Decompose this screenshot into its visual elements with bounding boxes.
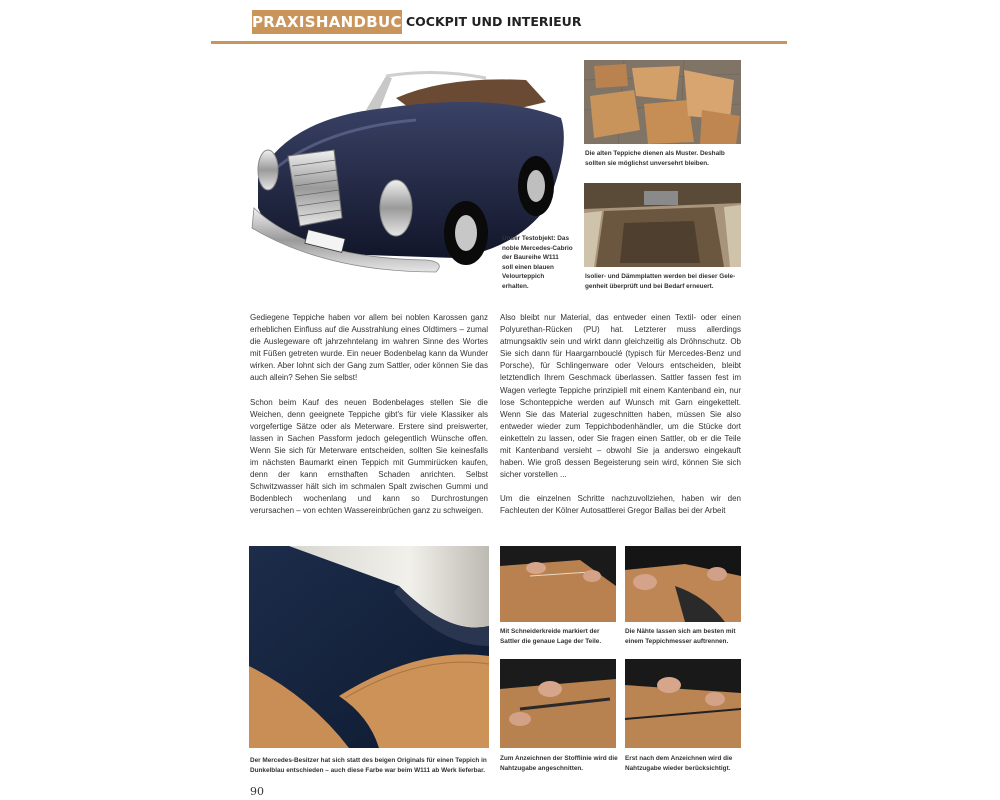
carpet-roll-photo xyxy=(249,546,489,748)
step1-photo xyxy=(500,546,616,622)
car-caption: Unser Testobjekt: Das noble Mercedes-Cabrio der Baureihe W111 soll einen blauen Velourteppich erhalten. xyxy=(502,235,573,290)
step1-caption: Mit Schneiderkreide markiert der Sattler die genaue Lage der Teile. xyxy=(500,628,602,645)
page-number: 90 xyxy=(250,785,264,798)
step3-photo xyxy=(500,659,616,748)
body-paragraph: Um die einzelnen Schritte nachzuvollziehen, haben wir den Fachleuten der Kölner Autosattlerei Gregor Ballas bei der Arbeit xyxy=(500,494,741,516)
text-column-left xyxy=(250,312,488,530)
floor-caption: Isolier- und Dämmplatten werden bei dieser Gele- genheit überprüft und bei Bedarf erneuert. xyxy=(585,273,736,290)
step2-photo xyxy=(625,546,741,622)
step4-photo xyxy=(625,659,741,748)
section-tag: PRAXISHANDBUCH xyxy=(252,10,402,34)
body-paragraph: Also bleibt nur Material, das entweder einen Textil- oder einen Polyurethan-Rücken (PU) hat. Letzterer muss allerdings atmungsaktiv sein und wirkt dann gleichzeitig als Dröhnschutz. Ob Sie sich dann für Haargarnbouclé (typisch für Mercedes-Benz und Porsche), für Schlingenware oder Velours entscheiden, bleibt letztendlich Ihrem Geschmack überlassen. Sattler fassen fest im Wagen verlegte Teppiche prinzipiell mit einem Kantenband ein, nur lose Schonteppiche werden auf Wunsch mit Garn eingekettelt. Wenn Sie das Material zugeschnitten haben, müssen Sie also entweder wieder zum Teppichbodenhändler, um die Stücke dort einketteln zu lassen, oder Sie fragen einen Sattler, ob er die Teile mit Kantenband versieht – obwohl Sie ja anderswo eingekauft haben. Wie groß dessen Begeisterung sein wird, können Sie sich sicher vorstellen ... xyxy=(500,313,741,480)
step2-caption: Die Nähte lassen sich am besten mit einem Teppichmesser auftrennen. xyxy=(625,628,736,645)
chapter-title: COCKPIT UND INTERIEUR xyxy=(406,14,582,29)
body-paragraph: Gediegene Teppiche haben vor allem bei noblen Karossen ganz erheblichen Einfluss auf die Ausstrahlung eines Oldtimers – zumal die Auslegeware oft jahrzehntelang im wahren Sinne des Wortes mit Füßen getreten wurde. Ein neuer Bodenbelag kann da Wunder wirken. Aber lohnt sich der Gang zum Sattler, oder können Sie das auch allein? Sehen Sie selbst! xyxy=(250,313,488,383)
text-column-right xyxy=(500,312,741,530)
carpet-roll-caption: Der Mercedes-Besitzer hat sich statt des beigen Originals für einen Teppich in Dunkelblau entschieden – auch diese Farbe war beim W111 ab Werk lieferbar. xyxy=(250,757,487,774)
floor-photo xyxy=(584,183,741,267)
step4-caption: Erst nach dem Anzeichnen wird die Nahtzugabe wieder berücksichtigt. xyxy=(625,755,733,772)
header-rule xyxy=(211,41,787,44)
body-paragraph: Schon beim Kauf des neuen Bodenbelages stellen Sie die Weichen, denn geeignete Teppiche gibt's für viele Klassiker als vorgefertige Sätze oder als Meterware. Erstere sind preiswerter, lassen in Sachen Passform jedoch gelegentlich Wünsche offen. Wenn Sie sich für Meterware entscheiden, sollten Sie keinesfalls im nächsten Baumarkt einen Teppich mit Gummirücken kaufen, denn der kann ernsthaften Schaden anrichten. Selbst Schwitzwasser hält sich im schmalen Spalt zwischen Gummi und Bodenblech wochenlang und kann so Durchrostungen verursachen – von echten Wassereinbrüchen ganz zu schweigen. xyxy=(250,397,488,516)
step3-caption: Zum Anzeichnen der Stofflinie wird die Nahtzugabe angeschnitten. xyxy=(500,755,618,772)
old-carpets-caption: Die alten Teppiche dienen als Muster. Deshalb sollten sie möglichst unversehrt bleiben. xyxy=(585,150,725,167)
old-carpets-photo xyxy=(584,60,741,144)
